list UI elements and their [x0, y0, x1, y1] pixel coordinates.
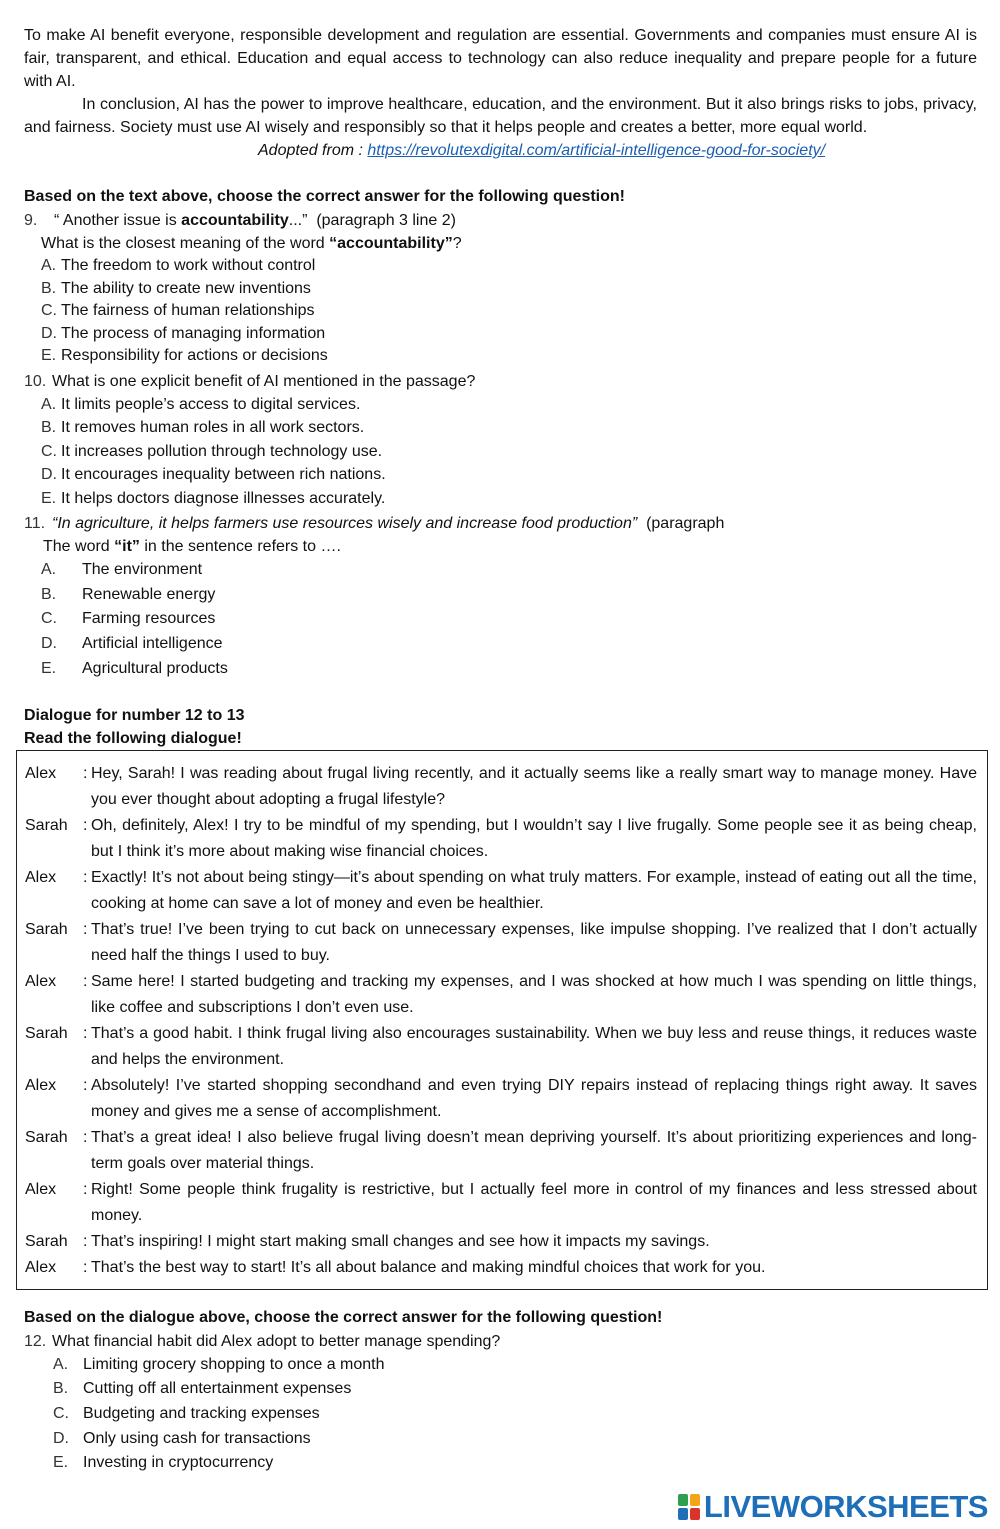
option-d[interactable]: [24, 463, 977, 486]
option-text: Renewable energy: [82, 585, 216, 603]
dialogue-line: [25, 1073, 977, 1125]
speaker-name: Sarah: [25, 816, 68, 834]
dialogue-line: [25, 865, 977, 917]
prompt-keyword: “it”: [114, 538, 140, 555]
option-text: It limits people’s access to digital services.: [61, 395, 361, 413]
option-text: Artificial intelligence: [82, 635, 223, 653]
option-d[interactable]: [24, 1427, 977, 1452]
dialogue-text: Oh, definitely, Alex! I try to be mindful of my spending, but I wouldn’t say I live frugally. Some people see it as being cheap, but I think it’s more about making wise financial choices.: [91, 816, 977, 860]
dialogue-line: [25, 1125, 977, 1177]
dialogue-line: [25, 1255, 977, 1281]
option-a[interactable]: [24, 558, 977, 583]
question-11-prompt: [24, 535, 977, 558]
logo-icon: [678, 1494, 700, 1520]
option-letter: D.: [41, 324, 57, 342]
logo-text: LIVEWORKSHEETS: [703, 1489, 988, 1524]
quote-close: ...”: [288, 212, 308, 229]
prompt-end: ?: [452, 235, 462, 252]
colon: :: [83, 816, 88, 834]
option-letter: B.: [41, 279, 57, 297]
source-citation: [24, 139, 977, 163]
question-9-prompt: [24, 232, 977, 255]
dialogue-text: That’s the best way to start! It’s all about balance and making mindful choices that work for you.: [91, 1258, 766, 1276]
prompt-keyword: “accountability”: [329, 235, 453, 252]
option-letter: E.: [41, 489, 57, 507]
worksheet-page: [24, 24, 977, 1476]
option-letter: D.: [41, 466, 57, 484]
option-c[interactable]: [24, 1402, 977, 1427]
option-text: Farming resources: [82, 610, 216, 628]
option-letter: A.: [41, 257, 57, 274]
logo-tile-red: [690, 1508, 700, 1520]
dialogue-text: Same here! I started budgeting and tracking my expenses, and I was shocked at how much I was spending on little things, like coffee and subscriptions I don’t even use.: [91, 972, 977, 1016]
quote-text: “In agriculture, it helps farmers use resources wisely and increase food production”: [52, 515, 638, 532]
option-letter: A.: [41, 561, 57, 578]
question-9: [24, 209, 977, 368]
dialogue-line: [25, 969, 977, 1021]
option-text: The ability to create new inventions: [61, 279, 311, 297]
question-number: 12.: [24, 1332, 47, 1350]
logo-tile-blue: [678, 1508, 688, 1520]
option-letter: A.: [53, 1355, 69, 1373]
instruction-text: Based on the dialogue above, choose the correct answer for the following question!: [24, 1308, 663, 1326]
option-letter: C.: [41, 302, 57, 320]
prompt-text: What financial habit did Alex adopt to better manage spending?: [52, 1332, 501, 1350]
logo-tile-green: [678, 1494, 688, 1506]
question-11-quote: [24, 512, 977, 535]
option-text: The fairness of human relationships: [61, 302, 315, 320]
question-11: [24, 512, 977, 682]
option-letter: E.: [53, 1454, 69, 1472]
option-text: Only using cash for transactions: [83, 1429, 311, 1447]
option-text: The freedom to work without control: [61, 257, 316, 274]
question-12: [24, 1330, 977, 1477]
colon: :: [83, 868, 88, 886]
option-text: Cutting off all entertainment expenses: [83, 1380, 352, 1398]
quote-text: “ Another issue is: [54, 212, 182, 229]
option-text: The process of managing information: [61, 324, 326, 342]
option-text: Responsibility for actions or decisions: [61, 347, 328, 365]
speaker-name: Alex: [25, 868, 57, 886]
question-10-prompt: [24, 370, 977, 393]
dialogue-instruction: Read the following dialogue!: [24, 729, 242, 747]
dialogue-line: [25, 1229, 977, 1255]
liveworksheets-logo[interactable]: [678, 1489, 988, 1525]
option-text: Limiting grocery shopping to once a month: [83, 1355, 385, 1373]
dialogue-line: [25, 761, 977, 813]
colon: :: [83, 1024, 88, 1042]
option-letter: C.: [41, 442, 57, 460]
dialogue-text: Hey, Sarah! I was reading about frugal living recently, and it actually seems like a really smart way to manage money. Have you ever thought about adopting a frugal lifestyle?: [91, 764, 977, 808]
paragraph-reference: (paragraph: [646, 515, 725, 532]
passage-paragraph-2: In conclusion, AI has the power to improve healthcare, education, and the environment. But it also brings risks to jobs, privacy, and fairness. Society must use AI wisely and responsibly so that it helps people and creates a better, more equal world.: [24, 96, 977, 136]
source-link[interactable]: https://revolutexdigital.com/artificial-intelligence-good-for-society/: [367, 142, 826, 159]
option-text: The environment: [82, 561, 203, 578]
option-a[interactable]: [24, 255, 977, 278]
colon: :: [83, 764, 88, 782]
prompt-text: The word: [43, 538, 115, 555]
question-9-quote: [24, 209, 977, 232]
colon: :: [83, 1232, 88, 1250]
question-number: 9.: [24, 212, 38, 229]
passage-paragraph-1: To make AI benefit everyone, responsible development and regulation are essential. Governments and companies must ensure AI is fair, transparent, and ethical. Education and equal access to technology can also reduce inequality and prepare people for a future with AI.: [24, 27, 977, 90]
speaker-name: Alex: [25, 764, 57, 782]
option-letter: D.: [41, 635, 57, 653]
prompt-text: What is one explicit benefit of AI mentioned in the passage?: [52, 372, 476, 390]
dialogue-line: [25, 813, 977, 865]
option-e[interactable]: [24, 345, 977, 368]
dialogue-box: [16, 750, 988, 1290]
colon: :: [83, 1076, 88, 1094]
option-text: It helps doctors diagnose illnesses accurately.: [61, 489, 386, 507]
option-letter: E.: [41, 347, 57, 365]
dialogue-text: Absolutely! I’ve started shopping secondhand and even trying DIY repairs instead of replacing things right away. It saves money and gives me a sense of accomplishment.: [91, 1076, 977, 1120]
option-text: It encourages inequality between rich nations.: [61, 466, 386, 484]
instruction-text: Based on the text above, choose the correct answer for the following question!: [24, 188, 625, 205]
dialogue-text: Right! Some people think frugality is restrictive, but I actually feel more in control of my finances and less stressed about money.: [91, 1180, 977, 1224]
option-letter: C.: [41, 610, 57, 628]
option-e[interactable]: [24, 1451, 977, 1476]
option-letter: B.: [53, 1380, 69, 1398]
quote-keyword: accountability: [181, 212, 289, 229]
option-b[interactable]: [24, 583, 977, 608]
option-b[interactable]: [24, 416, 977, 439]
option-c[interactable]: [24, 440, 977, 463]
dialogue-text: That’s true! I’ve been trying to cut back on unnecessary expenses, like impulse shopping. I’ve realized that I don’t actually need half the things I used to buy.: [91, 920, 977, 964]
dialogue-text: That’s a great idea! I also believe frugal living doesn’t mean depriving yourself. It’s about prioritizing experiences and long-term goals over material things.: [91, 1128, 977, 1172]
option-letter: E.: [41, 659, 57, 677]
dialogue-text: Exactly! It’s not about being stingy—it’s about spending on what truly matters. For example, instead of eating out all the time, cooking at home can save a lot of money and even be healthier.: [91, 868, 977, 912]
speaker-name: Alex: [25, 1180, 57, 1198]
option-text: It removes human roles in all work sectors.: [61, 419, 365, 437]
dialogue-line: [25, 1177, 977, 1229]
speaker-name: Alex: [25, 972, 57, 990]
option-d[interactable]: [24, 632, 977, 657]
speaker-name: Sarah: [25, 1232, 68, 1250]
speaker-name: Alex: [25, 1076, 57, 1094]
colon: :: [83, 972, 88, 990]
option-text: It increases pollution through technology use.: [61, 442, 383, 460]
option-b[interactable]: [24, 1377, 977, 1402]
speaker-name: Alex: [25, 1258, 57, 1276]
dialogue-heading: Dialogue for number 12 to 13: [24, 706, 245, 724]
speaker-name: Sarah: [25, 1024, 68, 1042]
option-letter: B.: [41, 419, 57, 437]
dialogue-line: [25, 917, 977, 969]
option-c[interactable]: [24, 300, 977, 323]
option-letter: C.: [53, 1404, 69, 1422]
option-e[interactable]: [24, 657, 977, 682]
option-letter: A.: [41, 395, 57, 413]
option-letter: B.: [41, 585, 57, 603]
colon: :: [83, 920, 88, 938]
option-text: Investing in cryptocurrency: [83, 1454, 274, 1472]
dialogue-section: [24, 704, 977, 1290]
option-b[interactable]: [24, 278, 977, 301]
source-label: Adopted from :: [258, 142, 363, 159]
speaker-name: Sarah: [25, 1128, 68, 1146]
question-number: 11.: [24, 515, 46, 532]
colon: :: [83, 1180, 88, 1198]
speaker-name: Sarah: [25, 920, 68, 938]
dialogue-text: That’s a good habit. I think frugal living also encourages sustainability. When we buy less and reuse things, it reduces waste and helps the environment.: [91, 1024, 977, 1068]
paragraph-reference: (paragraph 3 line 2): [316, 212, 456, 229]
dialogue-text: That’s inspiring! I might start making small changes and see how it impacts my savings.: [91, 1232, 710, 1250]
question-10: [24, 370, 977, 510]
option-e[interactable]: [24, 487, 977, 510]
option-a[interactable]: [24, 1353, 977, 1378]
option-text: Budgeting and tracking expenses: [83, 1404, 320, 1422]
dialogue-line: [25, 1021, 977, 1073]
colon: :: [83, 1258, 88, 1276]
logo-tile-orange: [690, 1494, 700, 1506]
prompt-end: in the sentence refers to ….: [139, 538, 341, 555]
option-letter: D.: [53, 1429, 69, 1447]
option-text: Agricultural products: [82, 659, 228, 677]
option-d[interactable]: [24, 323, 977, 346]
prompt-text: What is the closest meaning of the word: [41, 235, 330, 252]
option-a[interactable]: [24, 393, 977, 416]
option-c[interactable]: [24, 607, 977, 632]
question-12-prompt: [24, 1330, 977, 1353]
question-number: 10.: [24, 372, 47, 390]
colon: :: [83, 1128, 88, 1146]
